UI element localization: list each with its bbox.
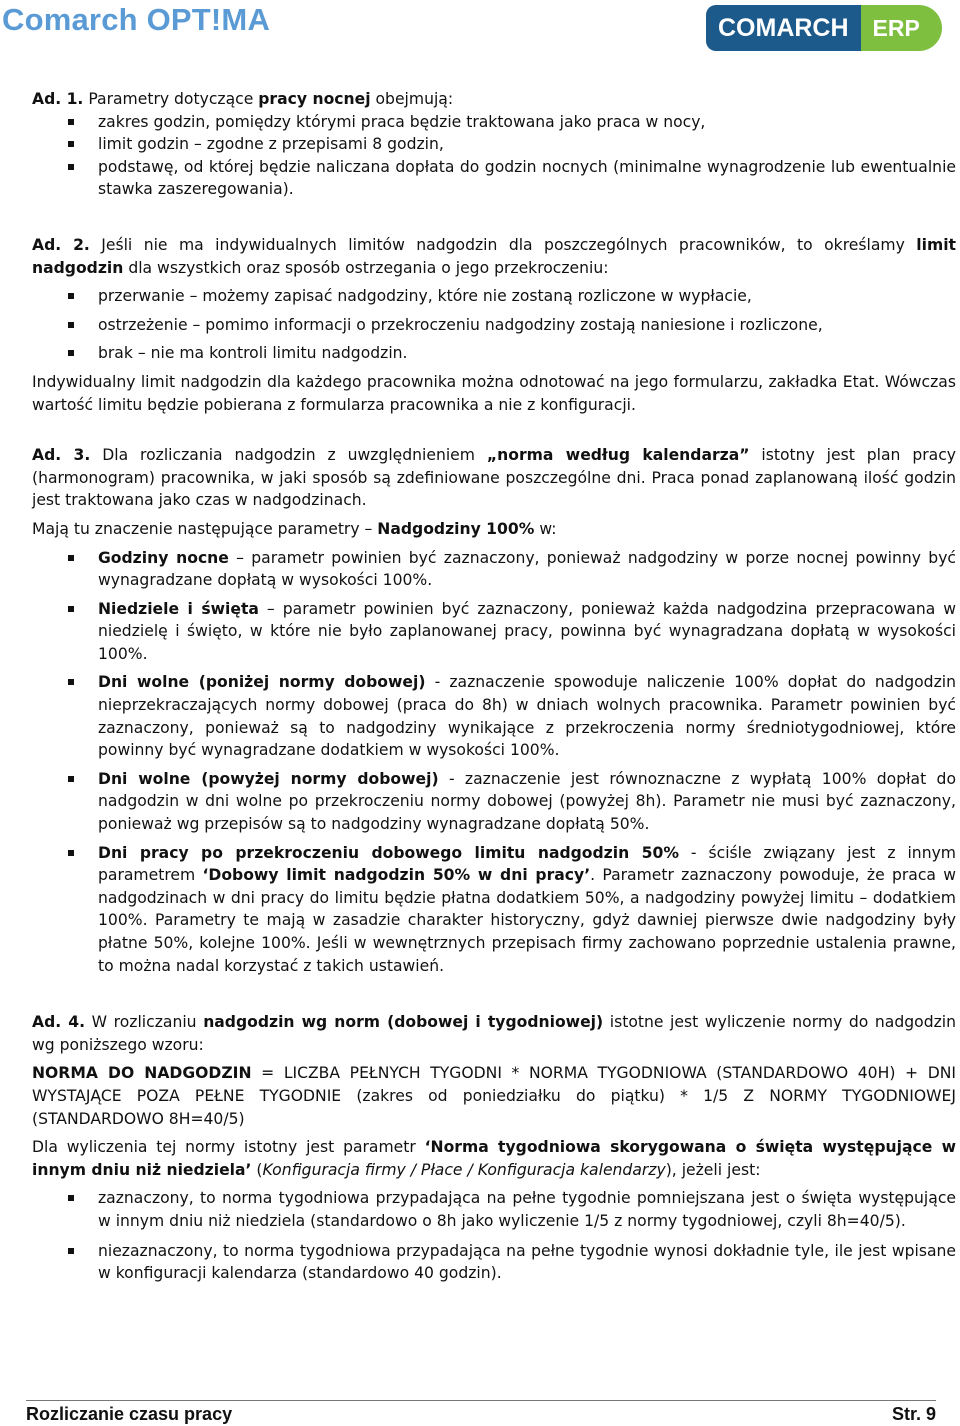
formula-bold: NORMA DO NADGODZIN xyxy=(32,1064,252,1083)
formula-text: = LICZBA PEŁNYCH TYGODNI * NORMA TYGODNIOWA (STANDARDOWO 40H) + DNI WYSTAJĄCE POZA PEŁNE TYGODNIE (zakres od poniedziałku do piątku) * 1/5 Z NORMY TYGODNIOWEJ (STANDARDOWO 8H=40/5) xyxy=(32,1064,956,1128)
ad4-intro-post: istotne jest wyliczenie normy do nadgodzin wg poniższego wzoru: xyxy=(32,1013,956,1054)
page-footer xyxy=(26,1404,936,1426)
list-item: podstawę, od której będzie naliczana dopłata do godzin nocnych (minimalne wynagrodzenie lub ewentualnie stawka zaszeregowania). xyxy=(32,156,956,201)
item-text: – parametr powinien być zaznaczony, ponieważ każda nadgodzina przepracowana w niedzielę i święto, w które nie było zaplanowanej pracy, powinna być wynagradzana dopłatą w wysokości 100%. xyxy=(98,599,957,663)
item-text-2: . Parametr zaznaczony powoduje, że praca w nadgodzinach w dni pracy do limitu będzie płatna dodatkiem 50%, a nadgodziny powyżej limitu – dodatkiem 100%. Parametry te mają w zasadzie charakter historyczny, gdyż dawniej pierwsze dwie nadgodziny były płatne 50%, kolejne 100%. Jeśli w wewnętrznych przepisach firmy zachowano poprzednie ustalenia prawne, to można nadal korzystać z takich ustawień. xyxy=(98,866,956,975)
ad3-intro xyxy=(32,444,956,512)
item-text: - ściśle związany jest z innym parametrem xyxy=(98,843,956,885)
ad4-intro-pre: W rozliczaniu xyxy=(85,1013,204,1032)
item-bold: Dni pracy po przekroczeniu dobowego limitu nadgodzin 50% xyxy=(98,843,679,862)
ad2-list xyxy=(32,285,956,365)
footer-divider xyxy=(26,1400,936,1401)
ad2-intro-bold: limit nadgodzin xyxy=(32,235,956,277)
list-item: zakres godzin, pomiędzy którymi praca będzie traktowana jako praca w nocy, xyxy=(32,111,956,134)
ad4-formula xyxy=(32,1062,956,1130)
item-text: - zaznaczenie spowoduje naliczenie 100% dopłat do nadgodzin nieprzekraczających normy dobowej (praca do 8h) w dniach wolnych pracownika. Parametr powinien być zaznaczony, ponieważ są to nadgodziny wynikające z przekroczenia normy średniotygodniowej, które powinny być wynagradzane dodatkiem w wysokości 100%. xyxy=(98,673,956,760)
ad2-intro-pre: Jeśli nie ma indywidualnych limitów nadgodzin dla poszczególnych pracowników, to określamy xyxy=(89,235,917,254)
item-bold-2: ‘Dobowy limit nadgodzin 50% w dni pracy’ xyxy=(202,866,591,885)
ad1-intro-pre: Parametry dotyczące xyxy=(83,90,259,108)
list-item xyxy=(32,671,956,761)
item-bold: Godziny nocne xyxy=(98,548,229,567)
ad2-intro xyxy=(32,234,956,279)
ad1-intro xyxy=(32,88,956,111)
ad4-list xyxy=(32,1187,956,1284)
ad3-list xyxy=(32,547,956,978)
item-text: – parametr powinien być zaznaczony, ponieważ nadgodziny w porze nocnej powinny być wynagradzane dopłatą w wysokości 100%. xyxy=(98,548,956,590)
item-bold: Dni wolne (poniżej normy dobowej) xyxy=(98,673,426,692)
item-bold: Dni wolne (powyżej normy dobowej) xyxy=(98,769,439,788)
list-item: brak – nie ma kontroli limitu nadgodzin. xyxy=(32,342,956,365)
ad2-note: Indywidualny limit nadgodzin dla każdego pracownika można odnotować na jego formularzu, zakładka Etat. Wówczas wartość limitu będzie pobierana z formularza pracownika a nie z konfiguracji. xyxy=(32,372,956,414)
ad4-param-bold: ‘Norma tygodniowa skorygowana o święta występujące w innym dniu niż niedziela’ xyxy=(32,1138,956,1179)
page-header xyxy=(0,0,960,60)
ad4-param-post: ), jeżeli jest: xyxy=(665,1160,761,1179)
comarch-erp-logo xyxy=(706,5,942,51)
list-item: zaznaczony, to norma tygodniowa przypadająca na pełne tygodnie pomniejszana jest o święta występujące w innym dniu niż niedziela (standardowo o 8h jako wyliczenie 1/5 z normy tygodniowej, czyli 8h=40/5). xyxy=(32,1187,956,1232)
ad3-params-bold: Nadgodziny 100% xyxy=(377,519,535,538)
list-item: przerwanie – możemy zapisać nadgodziny, które nie zostaną rozliczone w wypłacie, xyxy=(32,285,956,308)
ad4-param-mid: ( xyxy=(251,1160,263,1179)
list-item xyxy=(32,547,956,592)
item-text: - zaznaczenie jest równoznaczne z wypłatą 100% dopłat do nadgodzin w dni wolne po przekroczeniu normy dobowej (powyżej 8h). Parametr nie musi być zaznaczony, ponieważ wg przepisów są to nadgodziny wynagradzane dopłatą 50%. xyxy=(98,769,956,834)
ad1-list xyxy=(32,111,956,201)
ad3-params-post: w: xyxy=(534,519,557,538)
ad3-params xyxy=(32,518,956,541)
list-item xyxy=(32,768,956,836)
list-item xyxy=(32,598,956,666)
ad1-intro-post: obejmują: xyxy=(370,90,454,108)
list-item: niezaznaczony, to norma tygodniowa przypadająca na pełne tygodnie wynosi dokładnie tyle, ile jest wpisane w konfiguracji kalendarza (standardowo 40 godzin). xyxy=(32,1240,956,1285)
ad2-intro-post: dla wszystkich oraz sposób ostrzegania o jego przekroczeniu: xyxy=(123,258,609,277)
logo-erp-text: ERP xyxy=(861,5,942,51)
logo-comarch-text: COMARCH xyxy=(706,5,861,51)
brand-title: Comarch OPT!MA xyxy=(2,2,271,37)
ad4-intro-bold: nadgodzin wg norm (dobowej i tygodniowej) xyxy=(203,1013,604,1032)
footer-title: Rozliczanie czasu pracy xyxy=(26,1404,233,1424)
item-bold: Niedziele i święta xyxy=(98,599,259,618)
ad1-intro-bold: pracy nocnej xyxy=(258,90,371,108)
ad3-params-pre: Mają tu znaczenie następujące parametry – xyxy=(32,519,378,538)
list-item: ostrzeżenie – pomimo informacji o przekroczeniu nadgodziny zostają naniesione i rozliczone, xyxy=(32,314,956,337)
ad4-param-pre: Dla wyliczenia tej normy istotny jest parametr xyxy=(32,1138,425,1157)
ad4-label: Ad. 4. xyxy=(32,1013,86,1032)
ad4-intro xyxy=(32,1011,956,1056)
ad3-intro-bold: „norma według kalendarza” xyxy=(486,446,750,465)
page-number: Str. 9 xyxy=(891,1404,936,1424)
ad2-label: Ad. 2. xyxy=(32,235,90,254)
list-item: limit godzin – zgodne z przepisami 8 godzin, xyxy=(32,133,956,156)
ad3-label: Ad. 3. xyxy=(32,446,91,465)
document-body xyxy=(32,88,956,1292)
ad4-param-italic: Konfiguracja firmy / Płace / Konfiguracja kalendarzy xyxy=(262,1160,666,1179)
ad3-intro-pre: Dla rozliczania nadgodzin z uwzględnieniem xyxy=(90,446,487,465)
ad1-label: Ad. 1. xyxy=(32,90,84,108)
ad3-intro-post: istotny jest plan pracy (harmonogram) pracownika, w jaki sposób są zdefiniowane poszczególne dni. Praca ponad zaplanowaną ilość godzin jest traktowana jako czas w nadgodzinach. xyxy=(32,446,957,510)
ad4-param xyxy=(32,1136,956,1181)
list-item xyxy=(32,842,956,978)
